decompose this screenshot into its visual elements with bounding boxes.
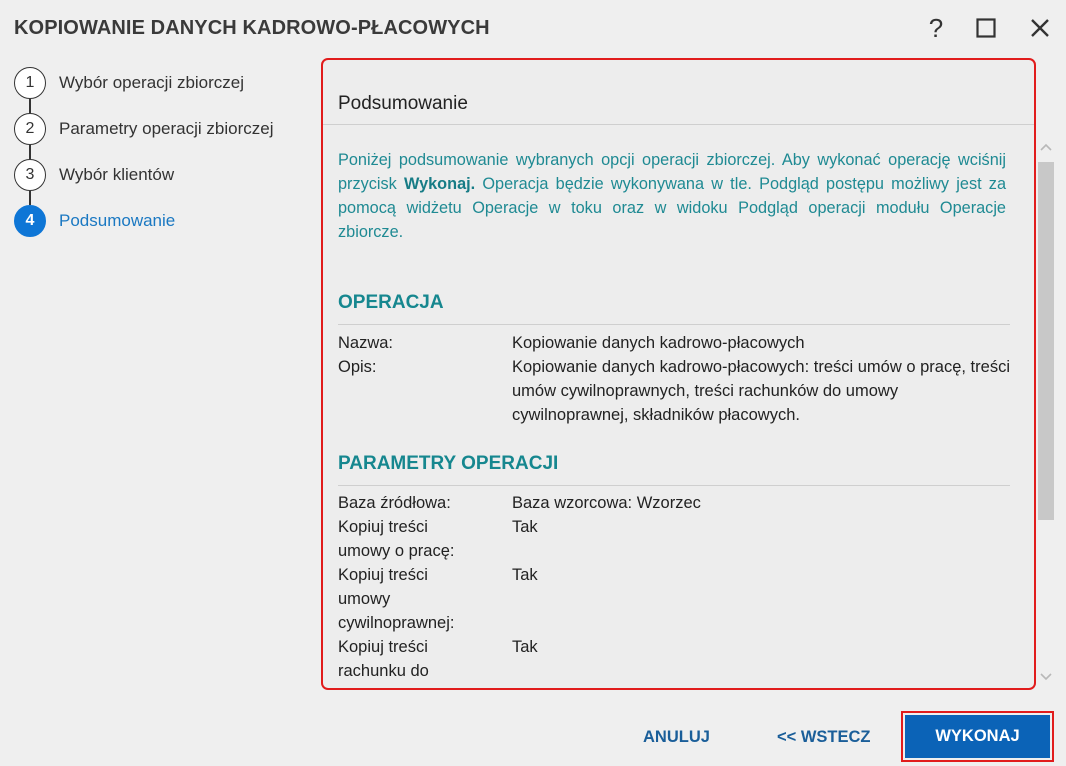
intro-text: Poniżej podsumowanie wybranych opcji operacji zbiorczej. Aby wykonać operację wciśnij przycisk — [338, 151, 1006, 193]
cancel-button[interactable]: ANULUJ — [643, 728, 710, 746]
step-1[interactable] — [14, 60, 314, 106]
step-4[interactable] — [14, 198, 314, 244]
detail-value: Tak — [512, 566, 538, 584]
detail-key: Kopiuj treści rachunku do — [338, 638, 429, 680]
detail-row — [338, 331, 1010, 355]
divider — [338, 324, 1010, 325]
detail-value: Kopiowanie danych kadrowo-płacowych: treści umów o pracę, treści umów cywilnoprawnych, treści rachunków do umowy cywilnoprawnej, składników płacowych. — [512, 358, 1010, 424]
execute-button[interactable]: WYKONAJ — [905, 715, 1050, 758]
scroll-down-arrow[interactable] — [1038, 670, 1054, 684]
intro-bold-text: Wykonaj. — [404, 175, 476, 193]
detail-row — [338, 563, 1010, 635]
step-2[interactable] — [14, 106, 314, 152]
wizard-steps — [14, 60, 314, 244]
operation-section-title: OPERACJA — [338, 292, 444, 313]
detail-row — [338, 635, 1010, 683]
detail-row — [338, 355, 1010, 427]
params-details — [338, 491, 1010, 683]
title-bar — [0, 0, 1066, 58]
close-button[interactable] — [1022, 12, 1058, 44]
params-section-title: PARAMETRY OPERACJI — [338, 453, 559, 474]
summary-heading: Podsumowanie — [338, 93, 468, 114]
step-3[interactable] — [14, 152, 314, 198]
step-number: 1 — [14, 67, 46, 99]
step-label: Wybór operacji zbiorczej — [59, 73, 245, 92]
step-number: 2 — [14, 113, 46, 145]
chevron-up-icon — [1038, 140, 1054, 154]
chevron-down-icon — [1038, 670, 1054, 684]
scroll-up-arrow[interactable] — [1038, 140, 1054, 154]
step-label: Podsumowanie — [59, 211, 176, 230]
divider — [323, 124, 1036, 125]
scrollbar-thumb[interactable] — [1038, 162, 1054, 520]
step-number: 3 — [14, 159, 46, 191]
operation-details — [338, 331, 1010, 427]
help-icon: ? — [928, 12, 944, 43]
detail-key: Nazwa: — [338, 334, 394, 352]
step-connector — [29, 99, 31, 113]
detail-key: Baza źródłowa: — [338, 494, 451, 512]
detail-value: Baza wzorcowa: Wzorzec — [512, 494, 701, 512]
step-label: Parametry operacji zbiorczej — [59, 119, 274, 138]
step-connector — [29, 145, 31, 159]
step-connector — [29, 191, 31, 205]
detail-value: Tak — [512, 638, 538, 656]
detail-row — [338, 491, 1010, 515]
detail-row — [338, 515, 1010, 563]
help-button[interactable] — [918, 12, 954, 44]
step-label: Wybór klientów — [59, 165, 175, 184]
detail-value: Kopiowanie danych kadrowo-płacowych — [512, 334, 805, 352]
detail-key: Opis: — [338, 358, 377, 376]
intro-text-continued: Operacja będzie wykonywana w tle. Podgląd postępu możliwy jest za pomocą widżetu Operacje w toku oraz w widoku Podgląd operacji modułu Operacje zbiorcze. — [338, 175, 1006, 241]
close-icon — [1030, 18, 1050, 38]
maximize-icon — [976, 18, 996, 38]
window-title: KOPIOWANIE DANYCH KADROWO-PŁACOWYCH — [14, 17, 490, 39]
summary-panel — [321, 58, 1036, 690]
step-number: 4 — [14, 205, 46, 237]
summary-intro — [338, 148, 1006, 244]
back-button[interactable]: << WSTECZ — [777, 728, 871, 746]
divider — [338, 485, 1010, 486]
maximize-button[interactable] — [968, 12, 1004, 44]
detail-key: Kopiuj treści umowy o pracę: — [338, 518, 455, 560]
execute-button-highlight — [901, 711, 1054, 762]
detail-value: Tak — [512, 518, 538, 536]
detail-key: Kopiuj treści umowy cywilnoprawnej: — [338, 566, 455, 632]
